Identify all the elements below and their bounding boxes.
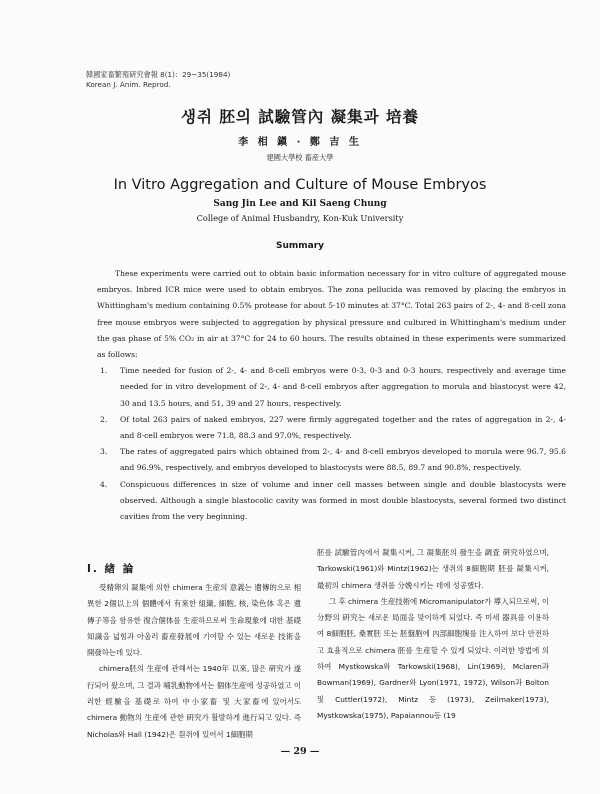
result-number: 2. <box>100 414 108 424</box>
journal-citation: 韓國家畜繁殖硏究會報 8(1)：29~35(1984) <box>86 70 231 79</box>
results-list <box>97 363 566 525</box>
affiliation-english: College of Animal Husbandry, Kon-Kuk University <box>196 213 404 223</box>
page-number: — 29 — <box>280 746 320 757</box>
right-column <box>317 545 549 724</box>
result-item <box>97 363 566 412</box>
result-text: The rates of aggregated pairs which obtained from 2-, 4- and 8-cell embryos developed to morula were 96.7, 95.6 and 96.9%, respectively, and embryos developed to blastocysts were 88.5, 89.7 and 90.8%, respectively. <box>120 447 566 473</box>
title-korean: 생쥐 胚의 試驗管內 凝集과 培養 <box>181 108 419 126</box>
result-item <box>97 477 566 526</box>
summary-heading: Summary <box>275 241 325 251</box>
result-text: Time needed for fusion of 2-, 4- and 8-cell embryos were 0-3, 0-3 and 0-3 hours, respectively and average time needed for in vitro development of 2-, 4- and 8-cell embryos after aggregation to morula and blastocyst were 42, 30 and 13.5 hours, and 51, 39 and 27 hours, respectively. <box>120 366 566 408</box>
journal-name-en: Korean J. Anim. Reprod. <box>86 80 171 89</box>
summary-intro: These experiments were carried out to obtain basic information necessary for in vitro culture of aggregated mouse embryos. Inbred ICR mice were used to obtain embryos. The zona pellucida was removed by placing the embryos in Whittingham's medium containing 0.5% protease for about 5-10 minutes at 37°C. Total 263 pairs of 2-, 4- and 8-cell zona free mouse embryos were subjected to aggregation by physical pressure and cultured in Whittingham's medium under the gas phase of 5% CO₂ in air at 37°C for 24 to 60 hours. The results obtained in these experiments were summarized as follows: <box>97 269 566 360</box>
result-text: Conspicuous differences in size of volume and inner cell masses between single and double blastocysts were observed. Although a single blastocolic cavity was formed in most double blastocysts, several formed two distinct cavities from the very beginning. <box>120 479 566 522</box>
journal-header <box>86 70 230 90</box>
authors-english: Sang Jin Lee and Kil Saeng Chung <box>213 199 387 209</box>
result-item <box>97 412 566 444</box>
intro-paragraph-2: chimera胚의 生産에 관해서는 1940年 以來, 많은 硏究가 遂行되어 왔으며, 그 결과 哺乳動物에서는 個体生産에 성공하였고 이러한 經驗을 基礎로 하여 中小家畜 및 大家畜에 있어서도 chimera 動物의 生産에 관한 硏究가 활발하게 進行되고 있다. 즉 Nicholas와 Hall (1942)은 흰쥐에 있어서 1細胞期 <box>87 664 301 739</box>
intro-paragraph-3: 胚를 試驗管內에서 凝集시켜, 그 凝集胚의 發生을 調査 硏究하였으며, Tarkowski(1961)와 Mintz(1962)는 생쥐의 8細胞期 胚를 凝集시켜, 最初의 chimera 생쥐를 分娩시키는 데에 성공했다. <box>317 548 549 590</box>
result-text: Of total 263 pairs of naked embryos, 227 were firmly aggregated together and the rates of aggregation in 2-, 4- and 8-cell embryos were 71.8, 88.3 and 97.0%, respectively. <box>120 414 566 441</box>
affiliation-korean: 建國大學校 畜産大學 <box>266 153 334 162</box>
abstract <box>97 266 566 525</box>
left-column <box>87 560 301 743</box>
result-number: 3. <box>100 447 108 457</box>
section-heading-introduction: I. 緖 論 <box>87 563 136 575</box>
result-number: 1. <box>100 366 108 376</box>
intro-paragraph-4: 그 후 chimera 生産技術에 Micromanipulator가 導入되므로써, 이 分野의 硏究는 새로운 局面을 맞이하게 되었다. 즉 미세 器具를 이용하여 8細胞胚, 桑實胚 또는 胚盤胞에 內部細胞塊를 注入하여 보다 안전하고 효율적으로 chimera 胚를 生産할 수 있게 되었다. 이러한 방법에 의하여 Mystkowska와 Tarkowski(1968), Lin(1969), Mclaren과 Bowman(1969), Gardner와 Lyon(1971, 1972), Wilson과 Bolton 및 Cuttler(1972), Mintz 등 (1973), Zeilmaker(1973), Mystkowska(1975), Papaiannou등 (19 <box>317 596 549 720</box>
result-item <box>97 444 566 476</box>
authors-korean: 李 相 鎭 · 鄭 吉 生 <box>238 137 362 148</box>
intro-paragraph-1: 受精卵의 凝集에 의한 chimera 生産의 意義는 遺傳的으로 相異한 2個以上의 個體에서 有來한 組織, 細胞, 核, 染色体 혹은 遺傳子等을 함유한 復合個体를 生産하므로써 生命現象에 대한 基礎知識을 넓힘과 아울러 畜産發展에 기여할 수 있는 새로운 技術을 開發하는데 있다. <box>87 583 301 658</box>
result-number: 4. <box>100 479 108 489</box>
title-english: In Vitro Aggregation and Culture of Mouse Embryos <box>113 177 487 193</box>
